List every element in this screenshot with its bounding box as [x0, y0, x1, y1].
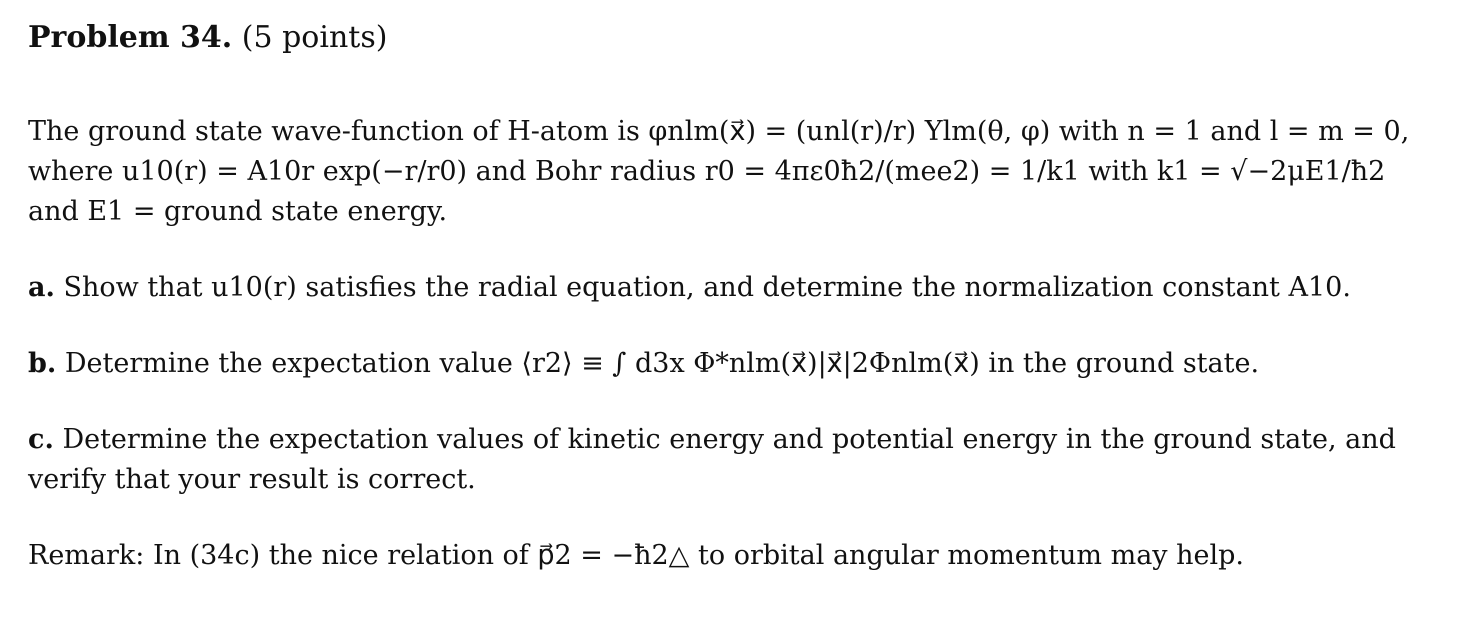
part-c-label: c. [28, 424, 54, 455]
part-c-line-1: Determine the expectation values of kinetic energy and potential energy in the ground state, and [62, 424, 1396, 455]
problem-page [28, 18, 1448, 576]
part-a-label: a. [28, 272, 55, 303]
part-a-text: Show that u10(r) satisfies the radial equation, and determine the normalization constant A10. [63, 272, 1351, 303]
remark [28, 536, 1448, 576]
part-b-label: b. [28, 348, 57, 379]
part-c [28, 420, 1448, 500]
part-b [28, 344, 1448, 384]
problem-intro [28, 112, 1448, 232]
part-a [28, 268, 1448, 308]
part-b-text: Determine the expectation value ⟨r2⟩ ≡ ∫ d3x Φ*nlm(x⃗)|x⃗|2Φnlm(x⃗) in the ground state. [64, 348, 1260, 379]
problem-points: (5 points) [241, 20, 388, 55]
intro-line-3: and E1 = ground state energy. [28, 196, 448, 227]
problem-header [28, 18, 1448, 58]
problem-title: Problem 34. [28, 20, 233, 55]
intro-line-1: The ground state wave-function of H-atom is φnlm(x⃗) = (unl(r)/r) Ylm(θ, φ) with n = 1 and l = m = 0, [28, 116, 1410, 147]
remark-text: Remark: In (34c) the nice relation of p⃗2 = −ħ2△ to orbital angular momentum may help. [28, 540, 1245, 571]
part-c-line-2: verify that your result is correct. [28, 464, 476, 495]
intro-line-2: where u10(r) = A10r exp(−r/r0) and Bohr radius r0 = 4πε0ħ2/(mee2) = 1/k1 with k1 = √−2μE1/ħ2 [28, 156, 1386, 187]
